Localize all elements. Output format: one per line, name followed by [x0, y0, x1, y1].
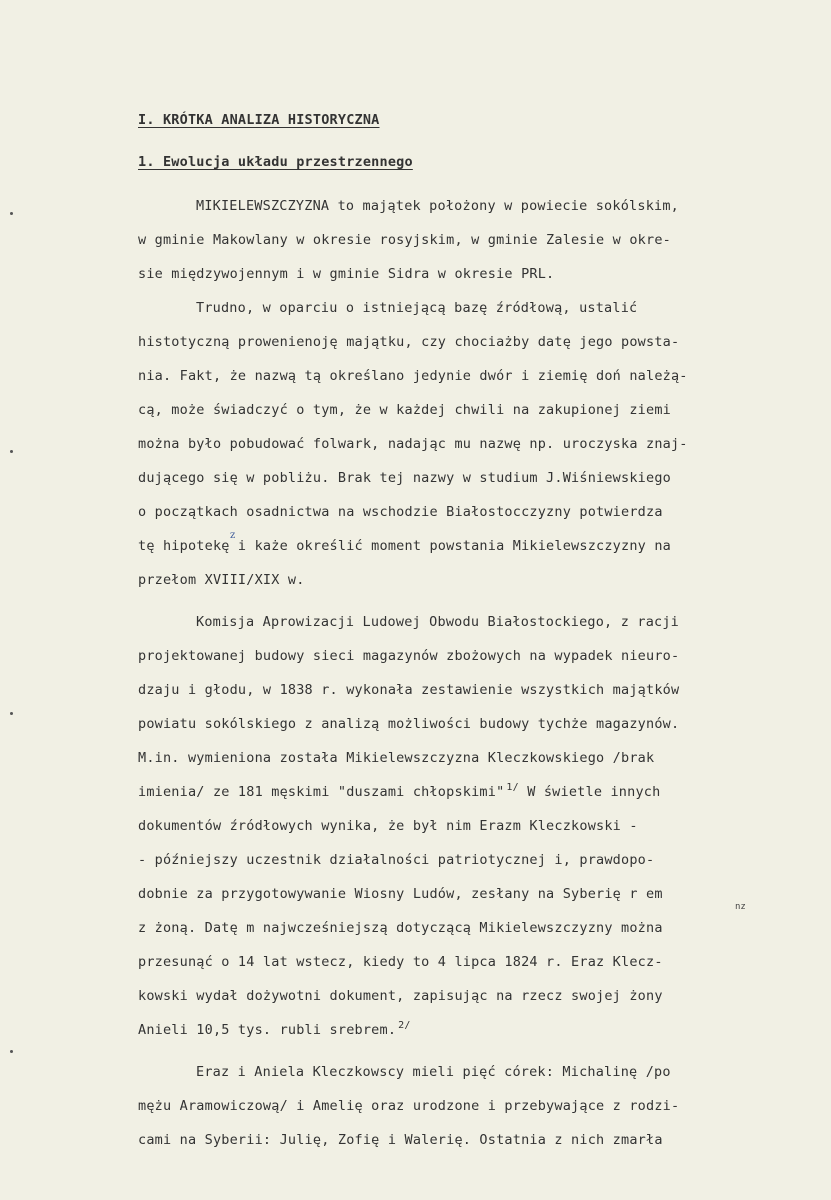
text-line-part: imienia/ ze 181 męskimi "duszami chłopskimi" [138, 784, 505, 800]
text-line: o początkach osadnictwa na wschodzie Białostocczyzny potwierdza [138, 504, 663, 520]
text-line: cą, może świadczyć o tym, że w każdej chwili na zakupionej ziemi [138, 402, 671, 418]
margin-dot [10, 712, 13, 715]
text-line: projektowanej budowy sieci magazynów zbożowych na wypadek nieuro- [138, 648, 680, 664]
text-line: cami na Syberii: Julię, Zofię i Walerię. Ostatnia z nich zmarła [138, 1132, 663, 1148]
handwritten-correction: z [230, 530, 236, 541]
text-line: mężu Aramowiczową/ i Amelię oraz urodzone i przebywające z rodzi- [138, 1098, 680, 1114]
text-line: tę hipotekę i każe określić moment powstania Mikielewszczyzny na [138, 538, 671, 554]
text-line: MIKIELEWSZCZYZNA to majątek położony w powiecie sokólskim, [196, 198, 680, 214]
text-line: - późniejszy uczestnik działalności patriotycznej i, prawdopo- [138, 852, 655, 868]
text-line: Eraz i Aniela Kleczkowscy mieli pięć córek: Michalinę /po [196, 1064, 671, 1080]
text-line: nia. Fakt, że nazwą tą określano jedynie dwór i ziemię doń należą- [138, 368, 688, 384]
section-heading: I. KRÓTKA ANALIZA HISTORYCZNA [138, 112, 380, 128]
text-line: z żoną. Datę m najwcześniejszą dotyczącą Mikielewszczyzny można [138, 920, 663, 936]
text-line: przełom XVIII/XIX w. [138, 572, 305, 588]
text-line-part: Anieli 10,5 tys. rubli srebrem. [138, 1022, 397, 1038]
superscript-mark: nz [735, 902, 746, 912]
text-line: M.in. wymieniona została Mikielewszczyzna Kleczkowskiego /brak [138, 750, 655, 766]
text-line: sie międzywojennym i w gminie Sidra w okresie PRL. [138, 266, 555, 282]
text-line: kowski wydał dożywotni dokument, zapisując na rzecz swojej żony [138, 988, 663, 1004]
margin-dot [10, 450, 13, 453]
text-line [138, 784, 660, 800]
margin-dot [10, 212, 13, 215]
margin-dot [10, 1050, 13, 1053]
footnote-ref: 2/ [398, 1020, 411, 1031]
text-line: dzaju i głodu, w 1838 r. wykonała zestawienie wszystkich majątków [138, 682, 680, 698]
text-line: dującego się w pobliżu. Brak tej nazwy w studium J.Wiśniewskiego [138, 470, 671, 486]
text-line [138, 1022, 411, 1038]
subsection-heading: 1. Ewolucja układu przestrzennego [138, 154, 413, 170]
text-line: powiatu sokólskiego z analizą możliwości budowy tychże magazynów. [138, 716, 680, 732]
text-line: dokumentów źródłowych wynika, że był nim Erazm Kleczkowski - [138, 818, 638, 834]
text-line: Komisja Aprowizacji Ludowej Obwodu Białostockiego, z racji [196, 614, 680, 630]
text-line: można było pobudować folwark, nadając mu nazwę np. uroczyska znaj- [138, 436, 688, 452]
text-line-part: W świetle innych [527, 784, 661, 800]
footnote-ref: 1/ [506, 782, 519, 793]
text-line: Trudno, w oparciu o istniejącą bazę źródłową, ustalić [196, 300, 638, 316]
text-line: w gminie Makowlany w okresie rosyjskim, w gminie Zalesie w okre- [138, 232, 671, 248]
text-line: przesunąć o 14 lat wstecz, kiedy to 4 lipca 1824 r. Eraz Klecz- [138, 954, 663, 970]
text-line: histotyczną prowenienoję majątku, czy chociażby datę jego powsta- [138, 334, 680, 350]
text-line: dobnie za przygotowywanie Wiosny Ludów, zesłany na Syberię r em [138, 886, 663, 902]
